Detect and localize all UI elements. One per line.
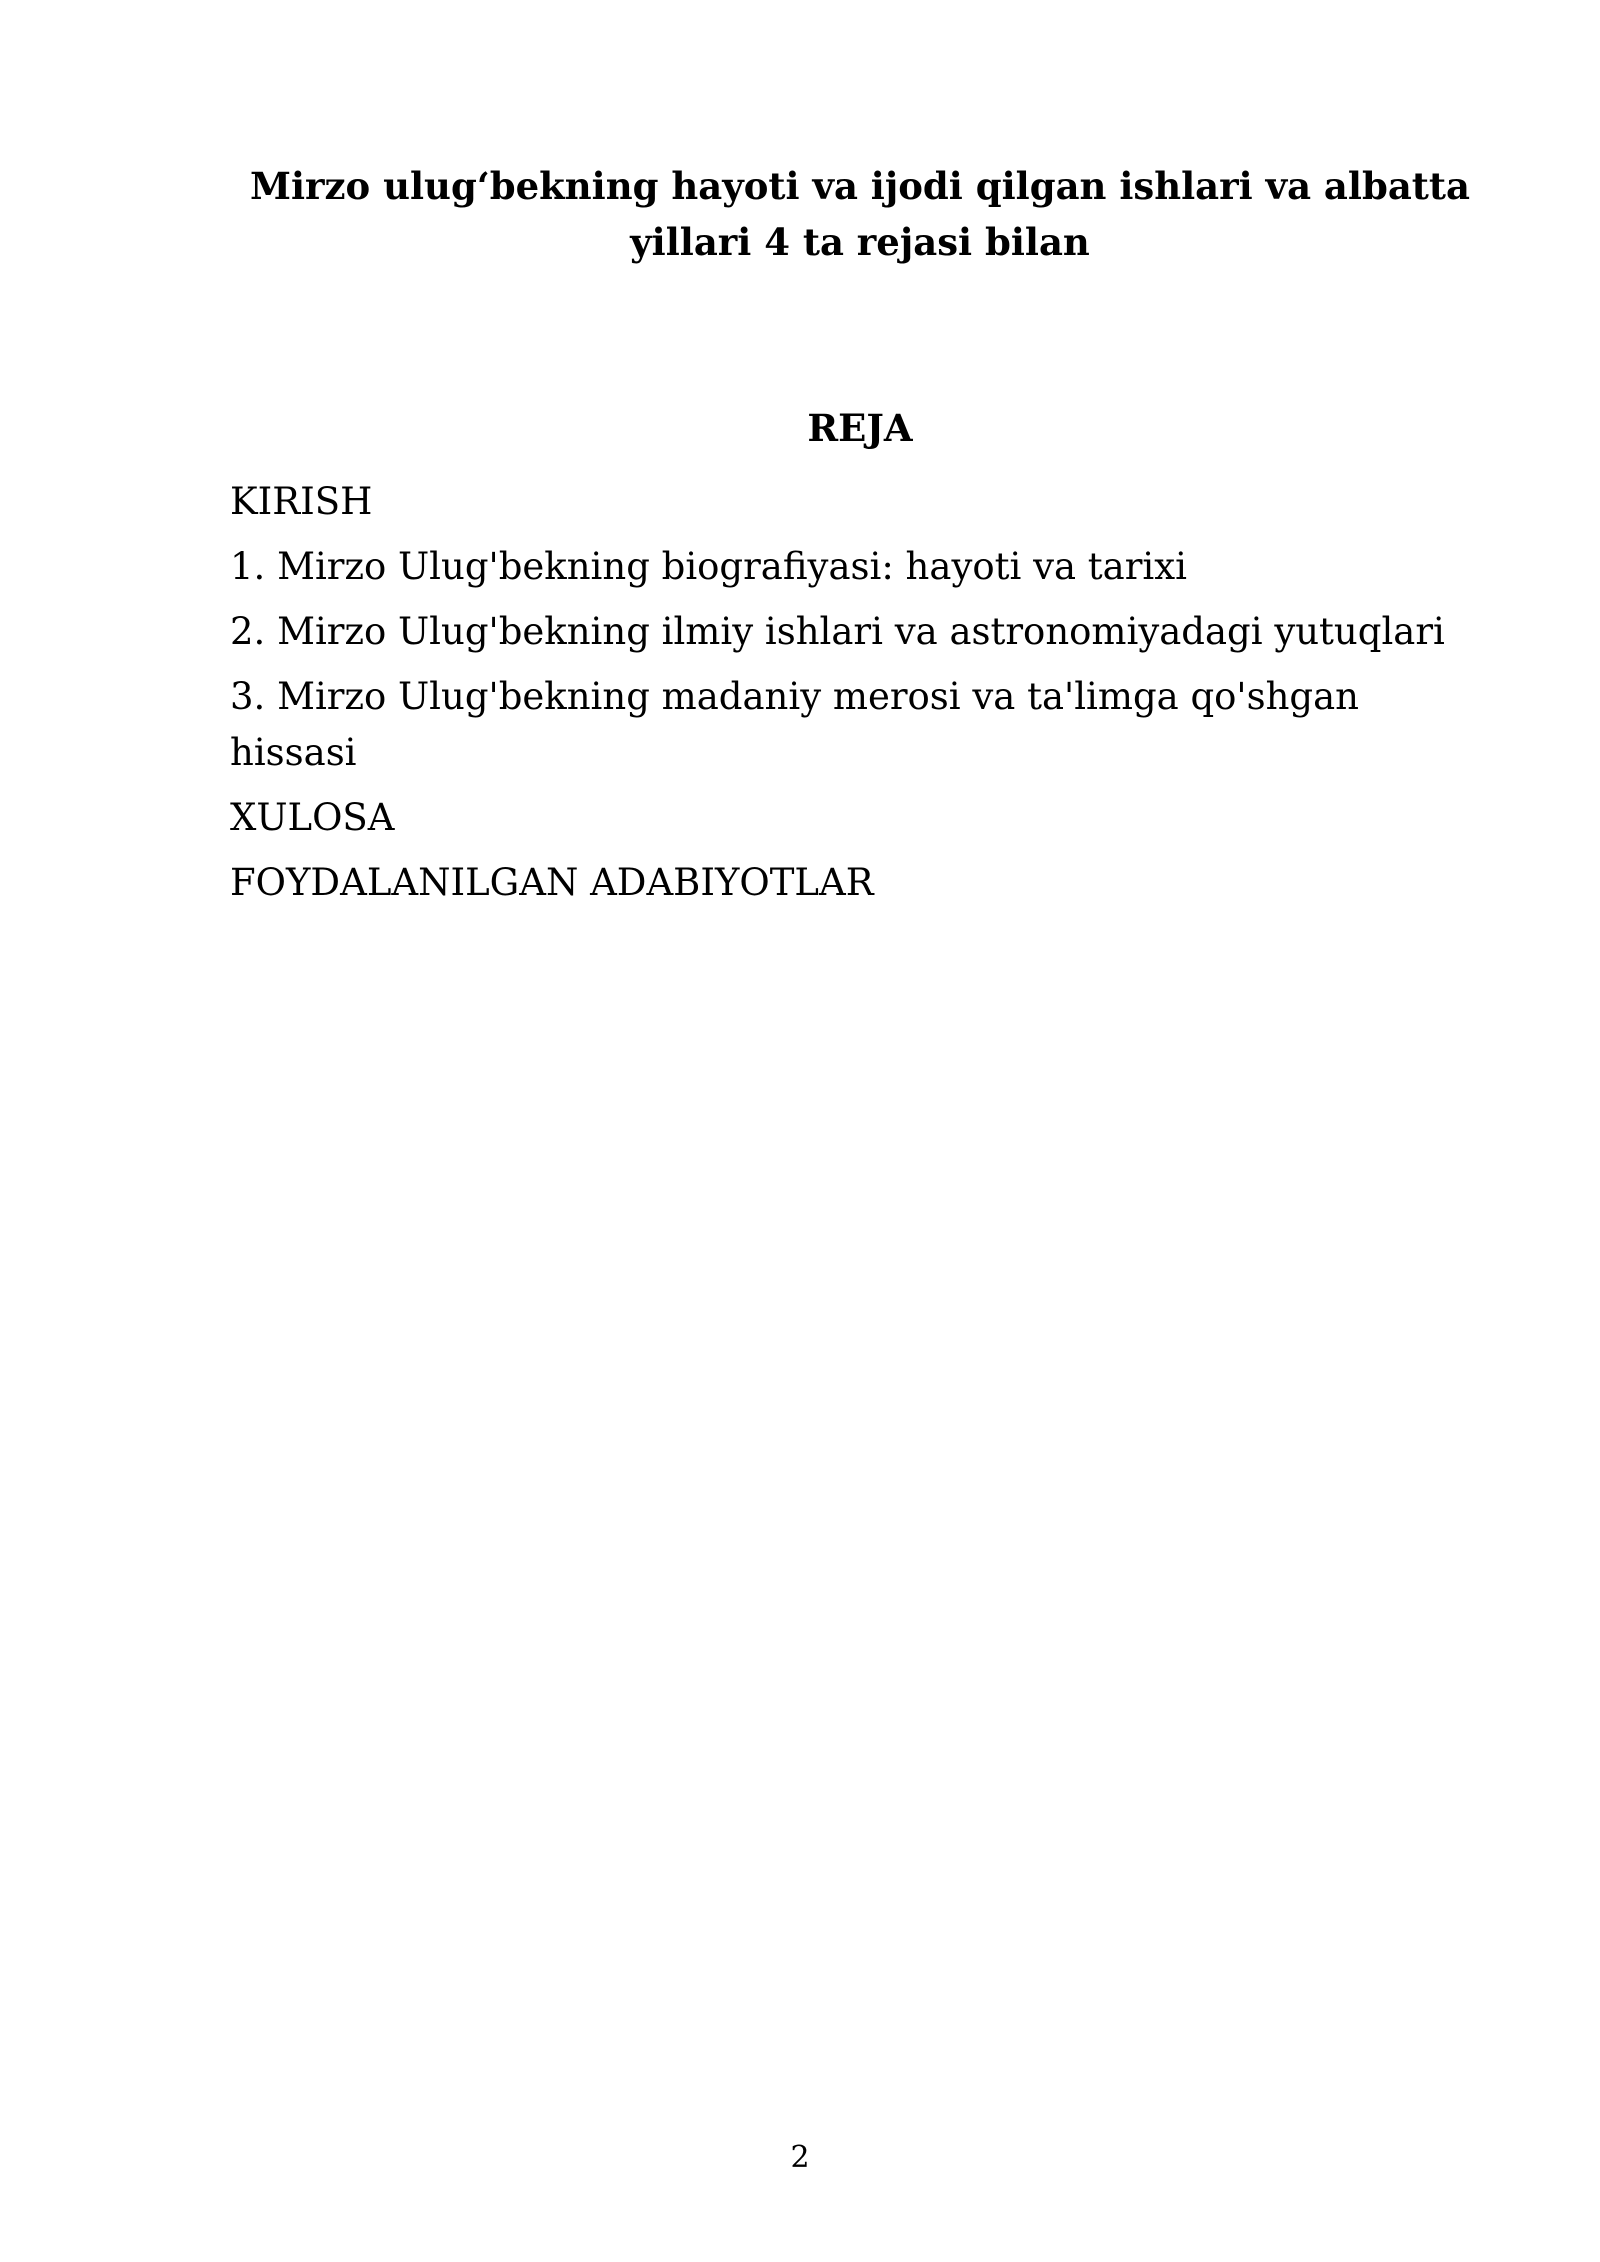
plan-item-2: 2. Mirzo Ulug'bekning ilmiy ishlari va astronomiyadagi yutuqlari [230,610,1445,653]
plan-item-1: 1. Mirzo Ulug'bekning biografiyasi: hayoti va tarixi [230,545,1187,588]
page-number: 2 [790,2140,810,2175]
plan-item-3: 3. Mirzo Ulug'bekning madaniy merosi va ta'limga qo'shgan hissasi [230,675,1359,774]
plan-item-xulosa: XULOSA [230,796,395,839]
plan-item-references: FOYDALANILGAN ADABIYOTLAR [230,861,874,904]
document-title: Mirzo ulug‘bekning hayoti va ijodi qilgan ishlari va albatta yillari 4 ta rejasi bilan [250,164,1470,264]
plan-heading: REJA [807,406,913,450]
plan-item-kirish: KIRISH [230,480,373,523]
plan-list [230,474,1490,920]
